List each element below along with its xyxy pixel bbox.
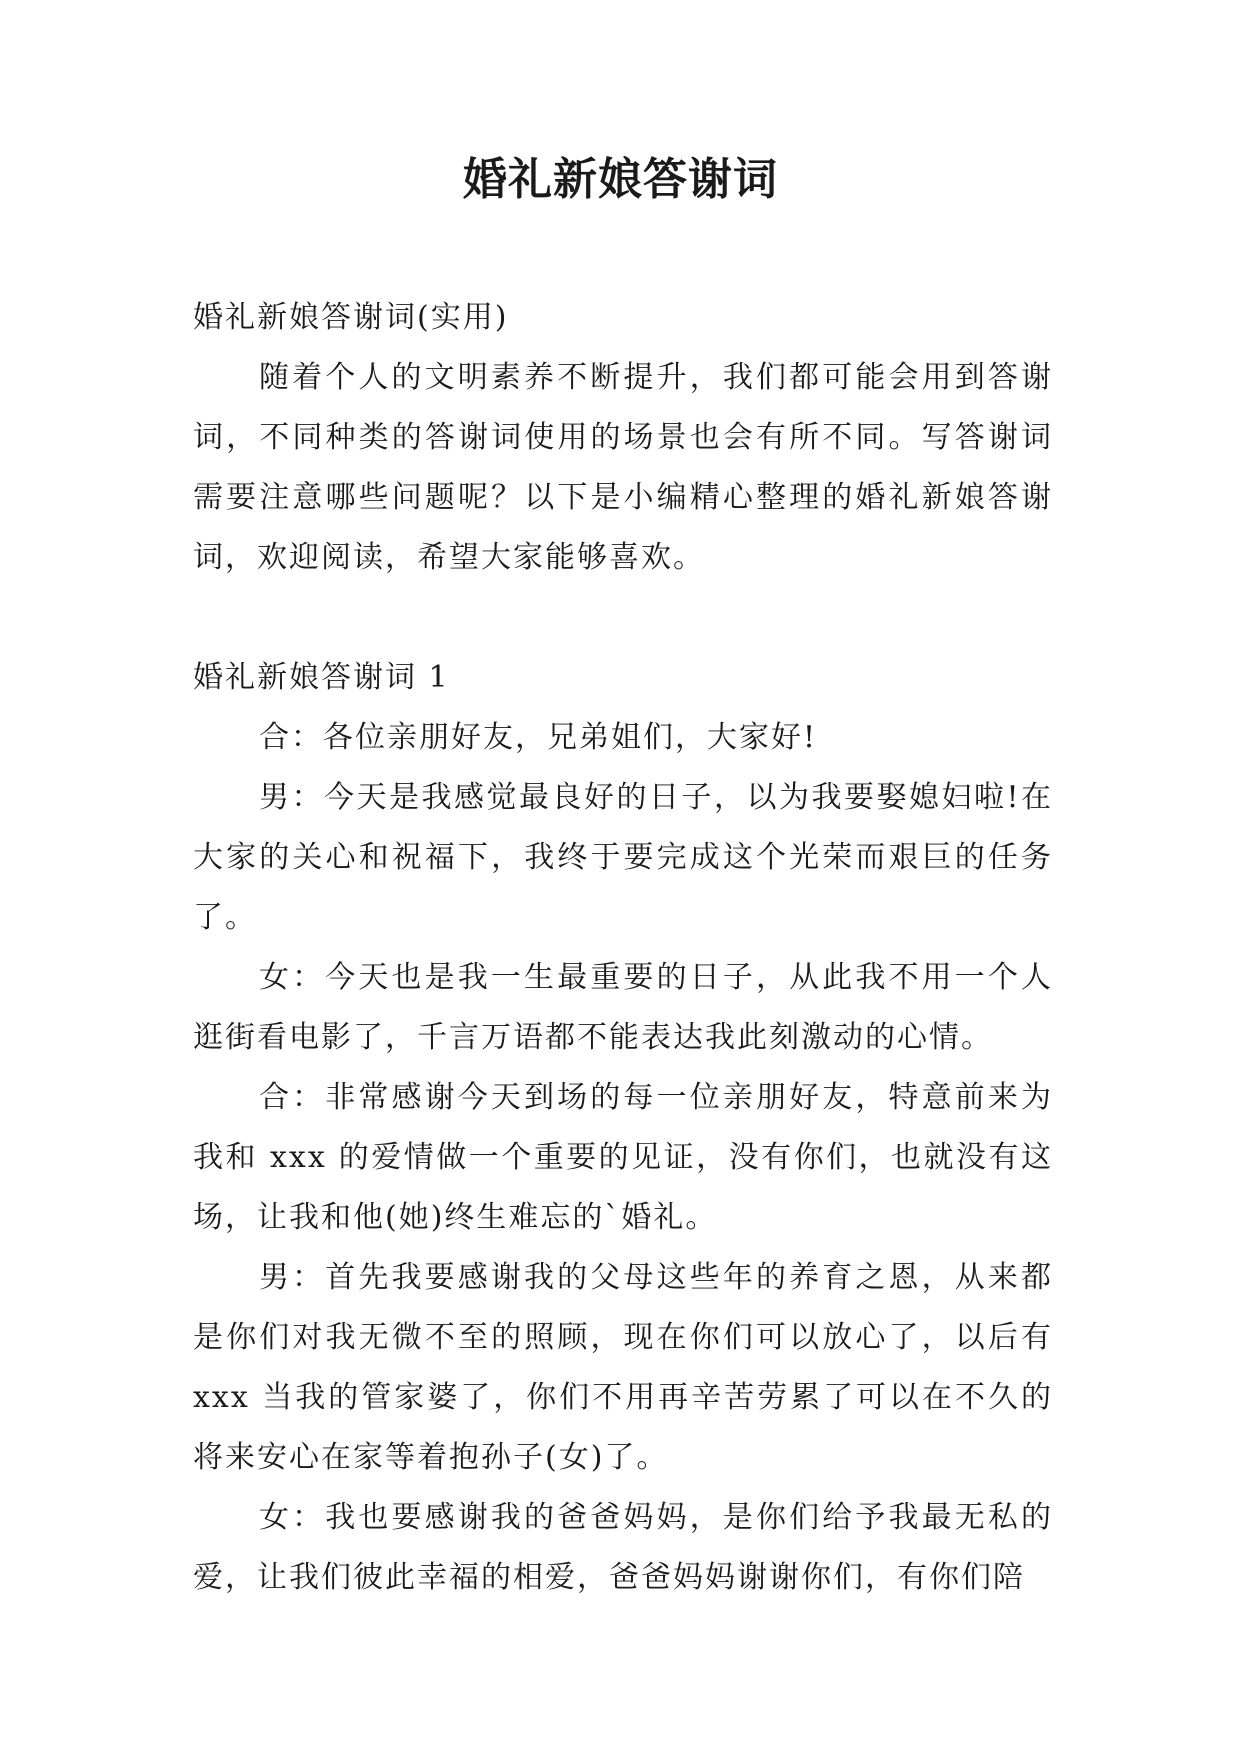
speech-paragraph: 男：首先我要感谢我的父母这些年的养育之恩，从来都是你们对我无微不至的照顾，现在你们可以放心了，以后有 xxx 当我的管家婆了，你们不用再辛苦劳累了可以在不久的将来安心在家等着抱孙子(女)了。 bbox=[193, 1260, 1053, 1475]
document-subtitle: 婚礼新娘答谢词(实用) bbox=[193, 300, 509, 335]
paragraph-spacer bbox=[193, 588, 1053, 648]
section-heading: 婚礼新娘答谢词 1 bbox=[193, 660, 450, 695]
document-body bbox=[193, 288, 1053, 1608]
intro-paragraph: 随着个人的文明素养不断提升，我们都可能会用到答谢词，不同种类的答谢词使用的场景也会有所不同。写答谢词需要注意哪些问题呢？以下是小编精心整理的婚礼新娘答谢词，欢迎阅读，希望大家能够喜欢。 bbox=[193, 360, 1053, 575]
speech-paragraph: 男：今天是我感觉最良好的日子，以为我要娶媳妇啦!在大家的关心和祝福下，我终于要完成这个光荣而艰巨的任务了。 bbox=[193, 780, 1053, 935]
speech-paragraph: 女：今天也是我一生最重要的日子，从此我不用一个人逛街看电影了，千言万语都不能表达我此刻激动的心情。 bbox=[193, 960, 1053, 1055]
speech-paragraph: 合：非常感谢今天到场的每一位亲朋好友，特意前来为我和 xxx 的爱情做一个重要的见证，没有你们，也就没有这场，让我和他(她)终生难忘的`婚礼。 bbox=[193, 1080, 1053, 1235]
speech-paragraph: 合：各位亲朋好友，兄弟姐们，大家好! bbox=[259, 720, 818, 755]
document-title: 婚礼新娘答谢词 bbox=[463, 154, 778, 205]
speech-paragraph: 女：我也要感谢我的爸爸妈妈，是你们给予我最无私的爱，让我们彼此幸福的相爱，爸爸妈妈谢谢你们，有你们陪 bbox=[193, 1500, 1053, 1595]
